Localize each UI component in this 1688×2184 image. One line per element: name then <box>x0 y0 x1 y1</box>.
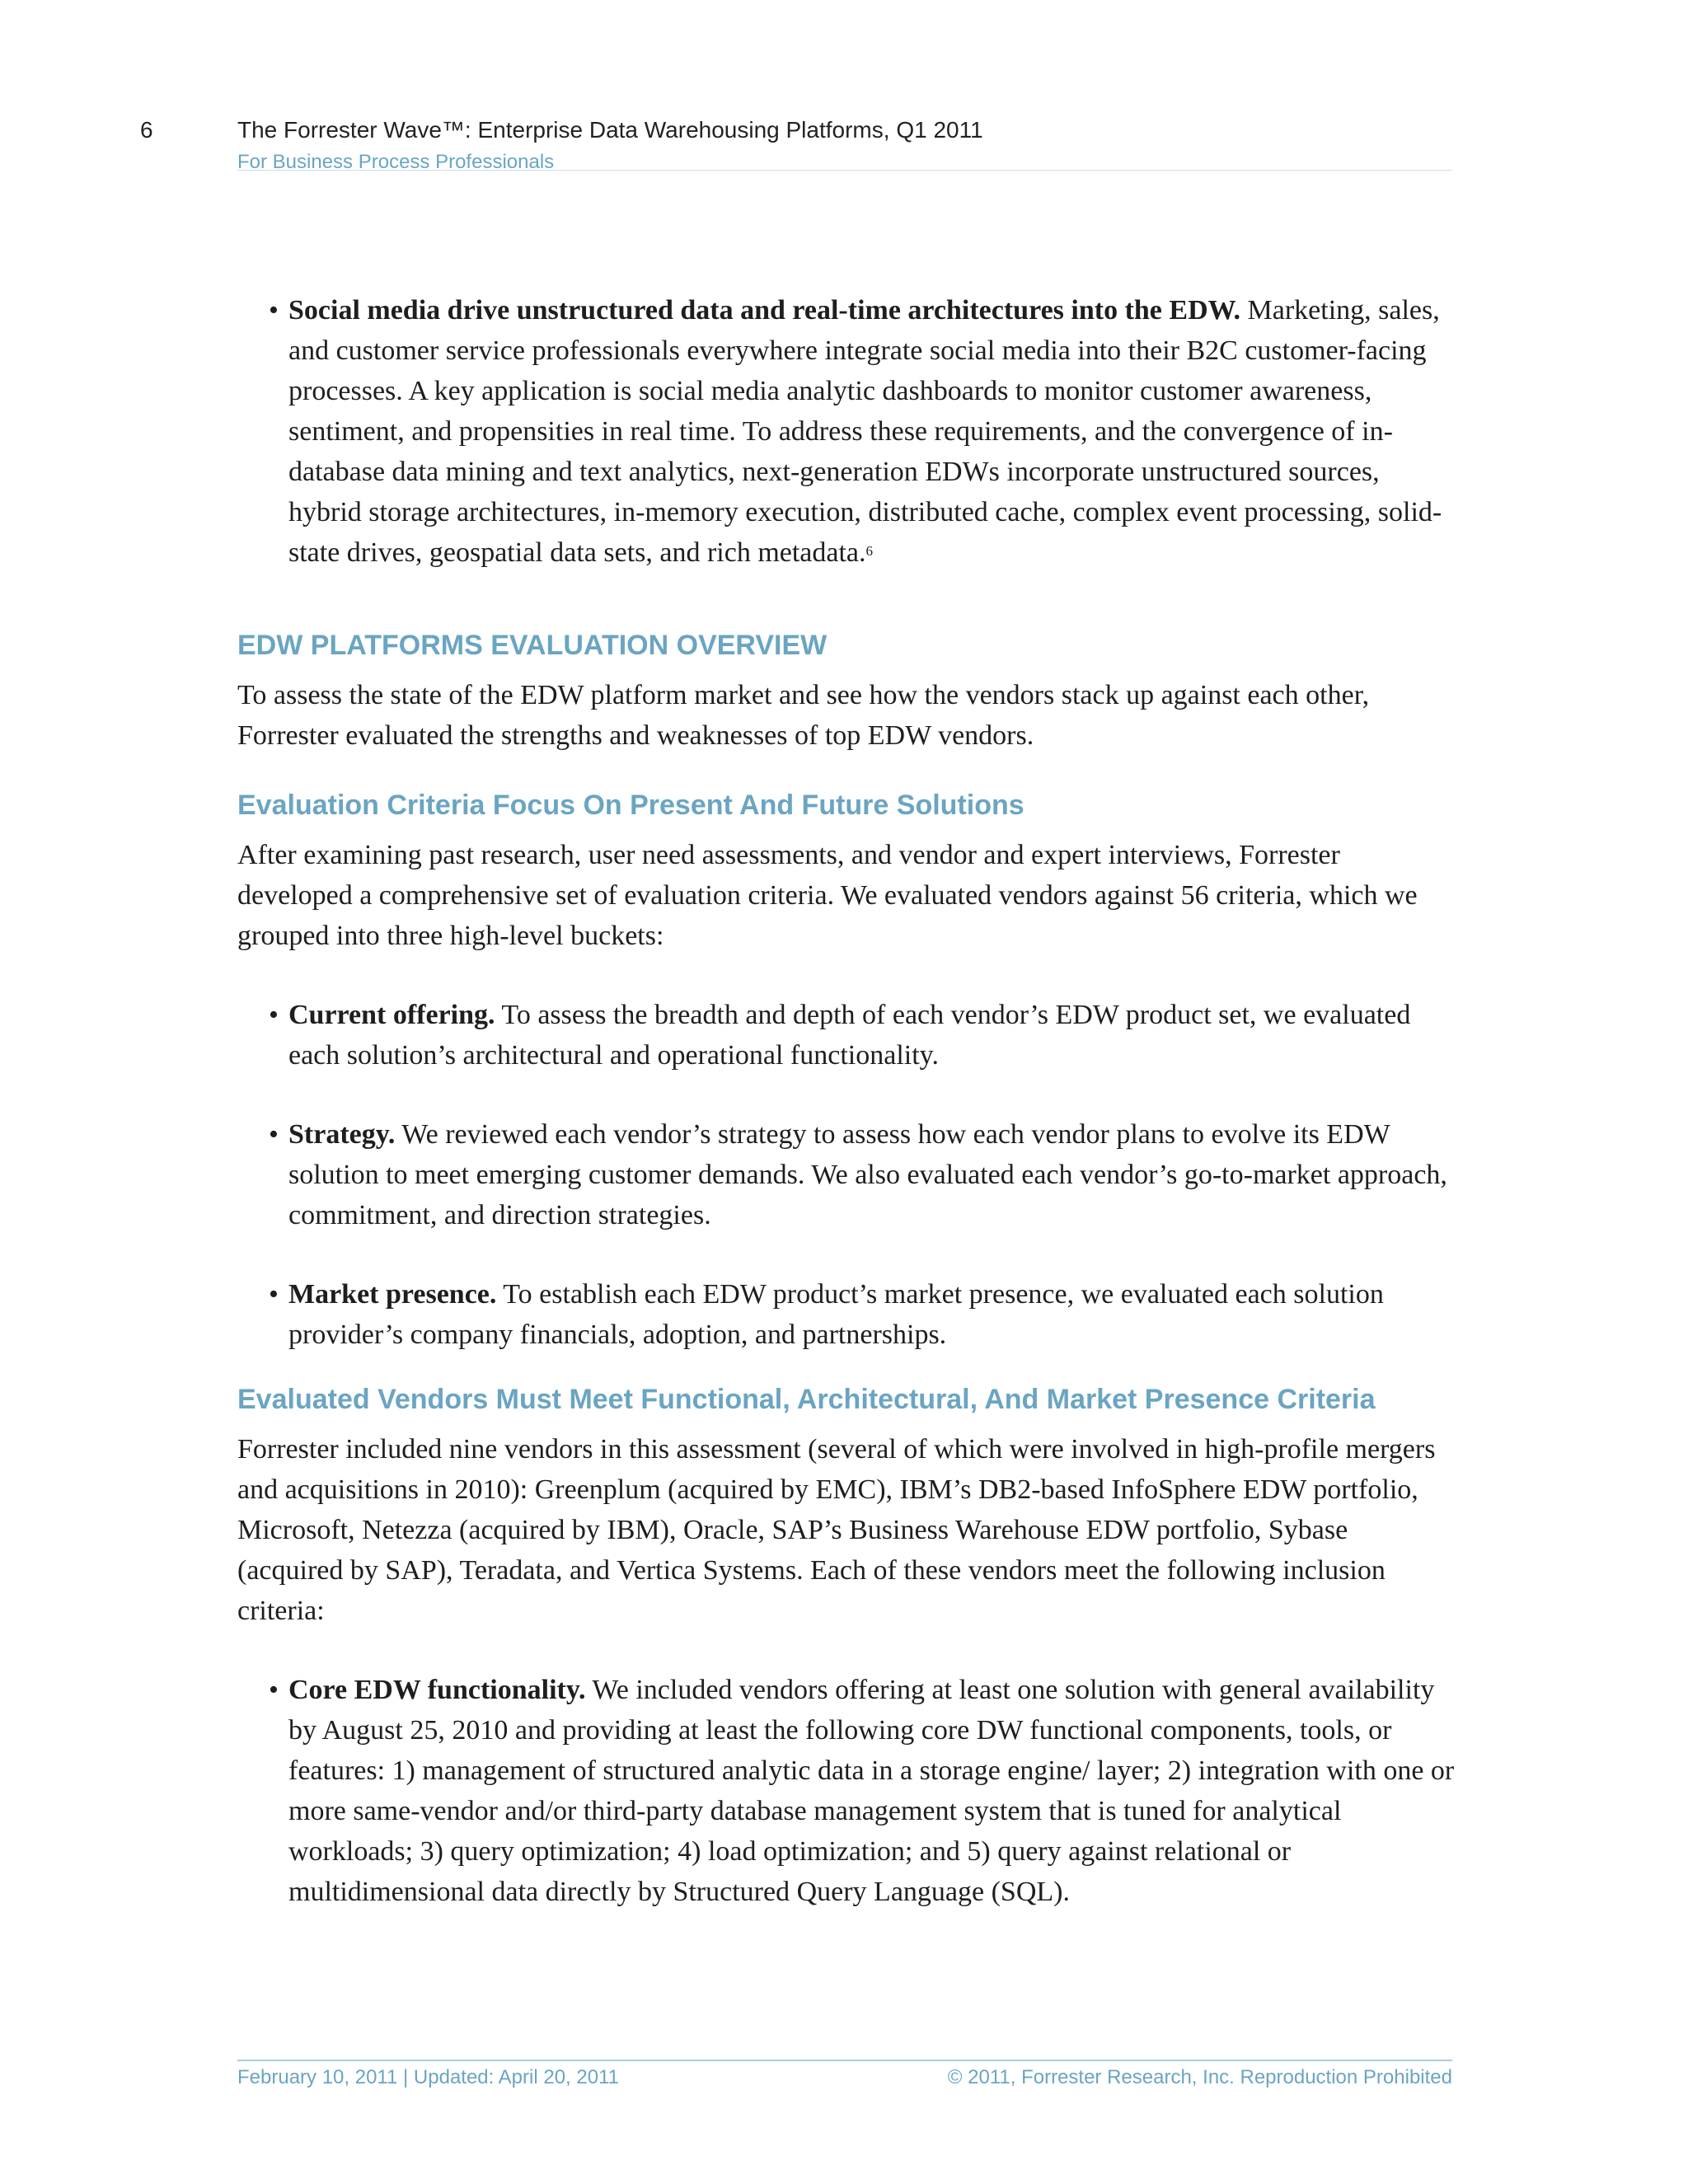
bullet-dot: • <box>269 1000 279 1030</box>
bullet-text: We included vendors offering at least one solution with general availability by August 25, 2010 and providing at least the following core DW functional components, tools, or features: 1) management of structured analytic data in a storage engine/ layer; 2) integration with one or more same-vendor and/or third-party database management system that is tuned for analytical workloads; 3) query optimization; 4) load optimization; and 5) query against relational or multidimensional data directly by Structured Query Language (SQL). <box>288 1675 1455 1907</box>
bullet-market-presence <box>269 1274 1456 1355</box>
bullet-dot: • <box>269 1119 279 1150</box>
section-heading-overview: EDW PLATFORMS EVALUATION OVERVIEW <box>237 630 828 661</box>
footnote-ref[interactable]: 6 <box>865 543 874 559</box>
overview-paragraph: To assess the state of the EDW platform market and see how the vendors stack up against each other, Forrester evaluated the strengths and weaknesses of top EDW vendors. <box>237 680 1370 751</box>
bullet-current-offering <box>269 995 1456 1076</box>
bullet-dot: • <box>269 1675 279 1705</box>
bullet-dot: • <box>269 1279 279 1310</box>
report-subtitle: For Business Process Professionals <box>237 151 555 173</box>
header-divider <box>237 170 1452 171</box>
bullet-lead: Market presence. <box>288 1279 497 1310</box>
bullet-core-functionality <box>269 1670 1456 1912</box>
page-number: 6 <box>140 117 153 143</box>
bullet-text: We reviewed each vendor’s strategy to assess how each vendor plans to evolve its EDW solution to meet emerging customer demands. We also evaluated each vendor’s go-to-market approach, commitment, and direction strategies. <box>288 1119 1447 1230</box>
bullet-social-media <box>269 290 1456 573</box>
bullet-lead: Core EDW functionality. <box>288 1675 586 1705</box>
bullet-text: To assess the breadth and depth of each vendor’s EDW product set, we evaluated each solution’s architectural and operational functionality. <box>288 1000 1411 1071</box>
main-content <box>237 290 1456 1912</box>
footer-date: February 10, 2011 | Updated: April 20, 2011 <box>237 2066 619 2088</box>
criteria-paragraph: After examining past research, user need assessments, and vendor and expert interviews, Forrester developed a comprehensive set of evaluation criteria. We evaluated vendors against 56 criteria, which we grouped into three high-level buckets: <box>237 840 1418 951</box>
subheading-criteria: Evaluation Criteria Focus On Present And Future Solutions <box>237 790 1025 821</box>
bullet-dot: • <box>269 295 279 326</box>
bullet-lead: Current offering. <box>288 1000 495 1030</box>
footer-divider <box>237 2060 1452 2061</box>
bullet-text: To establish each EDW product’s market presence, we evaluated each solution provider’s company financials, adoption, and partnerships. <box>288 1279 1384 1350</box>
bullet-lead: Strategy. <box>288 1119 396 1150</box>
bullet-strategy <box>269 1114 1456 1235</box>
report-title: The Forrester Wave™: Enterprise Data Warehousing Platforms, Q1 2011 <box>237 117 983 143</box>
footer-copyright: © 2011, Forrester Research, Inc. Reproduction Prohibited <box>947 2066 1452 2088</box>
subheading-vendors: Evaluated Vendors Must Meet Functional, Architectural, And Market Presence Criteria <box>237 1384 1376 1415</box>
bullet-lead: Social media drive unstructured data and real-time architectures into the EDW. <box>288 295 1241 326</box>
bullet-text: Marketing, sales, and customer service professionals everywhere integrate social media into their B2C customer-facing processes. A key application is social media analytic dashboards to monitor customer awareness, sentiment, and propensities in real time. To address these requirements, and the convergence of in-database data mining and text analytics, next-generation EDWs incorporate unstructured sources, hybrid storage architectures, in-memory execution, distributed cache, complex event processing, solid-state drives, geospatial data sets, and rich metadata. <box>288 295 1442 568</box>
vendors-paragraph: Forrester included nine vendors in this assessment (several of which were involved in high-profile mergers and acquisitions in 2010): Greenplum (acquired by EMC), IBM’s DB2-based InfoSphere EDW portfolio, Microsoft, Netezza (acquired by IBM), Oracle, SAP’s Business Warehouse EDW portfolio, Sybase (acquired by SAP), Teradata, and Vertica Systems. Each of these vendors meet the following inclusion criteria: <box>237 1434 1436 1626</box>
